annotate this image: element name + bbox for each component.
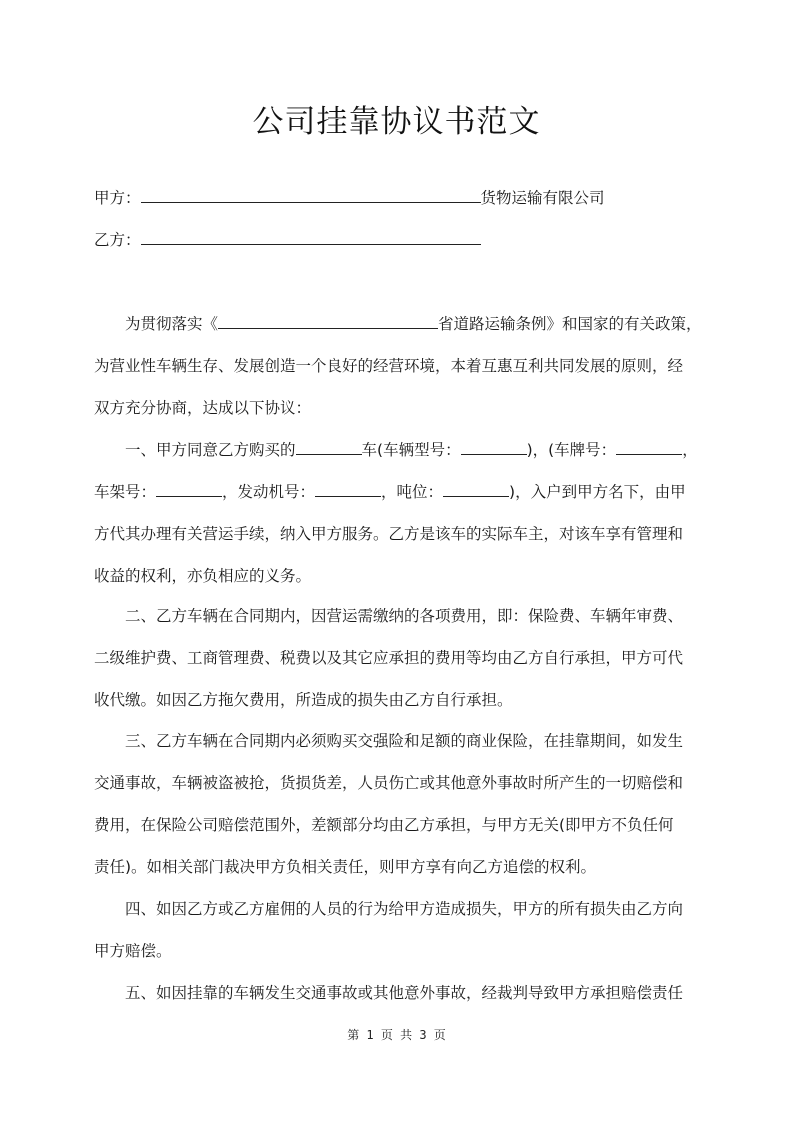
party-b-blank [141, 230, 481, 245]
clause-text: 一、甲方同意乙方购买的 [125, 441, 296, 459]
plate-blank [616, 440, 682, 455]
clause-3-line-2: 交通事故，车辆被盗被抢，货损货差，人员伤亡或其他意外事故时所产生的一切赔偿和 [94, 774, 684, 792]
clause-text: ， [682, 441, 698, 459]
clause-4-line-2: 甲方赔偿。 [94, 942, 172, 960]
tonnage-blank [443, 482, 509, 497]
model-blank [461, 440, 527, 455]
clause-text: )，(车牌号： [526, 441, 617, 459]
clause-text: 车(车辆型号： [361, 441, 461, 459]
clause-3-line-3: 费用，在保险公司赔偿范围外，差额部分均由乙方承担，与甲方无关(即甲方不负任何 [94, 816, 674, 834]
clause-1-line-1 [125, 440, 698, 460]
clause-text: 车架号： [94, 483, 157, 501]
clause-text: )，入户到甲方名下，由甲 [509, 483, 686, 501]
clause-text: ，吨位： [381, 483, 444, 501]
engine-number-blank [315, 482, 381, 497]
vehicle-blank [296, 440, 362, 455]
document-title: 公司挂靠协议书范文 [252, 104, 541, 140]
page-footer: 第 1 页 共 3 页 [347, 1028, 446, 1042]
preamble-line-3: 双方充分协商，达成以下协议： [94, 399, 312, 417]
clause-5-line-1: 五、如因挂靠的车辆发生交通事故或其他意外事故，经裁判导致甲方承担赔偿责任 [125, 984, 684, 1002]
preamble-prefix: 为贯彻落实《 [125, 315, 219, 333]
clause-text: ，发动机号： [222, 483, 316, 501]
preamble-line-1 [125, 314, 702, 334]
preamble-suffix: 省道路运输条例》和国家的有关政策， [438, 315, 702, 333]
clause-1-line-2 [94, 482, 686, 502]
party-b-line [94, 230, 481, 250]
preamble-line-2: 为营业性车辆生存、发展创造一个良好的经营环境，本着互惠互利共同发展的原则，经 [94, 357, 684, 375]
province-blank [218, 314, 438, 329]
clause-1-line-4: 收益的权利，亦负相应的义务。 [94, 567, 312, 585]
clause-2-line-1: 二、乙方车辆在合同期内，因营运需缴纳的各项费用，即：保险费、车辆年审费、 [125, 607, 684, 625]
clause-2-line-3: 收代缴。如因乙方拖欠费用，所造成的损失由乙方自行承担。 [94, 691, 513, 709]
party-b-label: 乙方： [94, 231, 141, 249]
clause-1-line-3: 方代其办理有关营运手续，纳入甲方服务。乙方是该车的实际车主，对该车享有管理和 [94, 525, 684, 543]
party-a-suffix: 货物运输有限公司 [480, 189, 605, 207]
party-a-line [94, 188, 605, 208]
frame-number-blank [156, 482, 222, 497]
party-a-blank [141, 188, 481, 203]
clause-3-line-4: 责任)。如相关部门裁决甲方负相关责任，则甲方享有向乙方追偿的权利。 [94, 858, 597, 876]
clause-3-line-1: 三、乙方车辆在合同期内必须购买交强险和足额的商业保险，在挂靠期间，如发生 [125, 732, 684, 750]
party-a-label: 甲方： [94, 189, 141, 207]
clause-4-line-1: 四、如因乙方或乙方雇佣的人员的行为给甲方造成损失，甲方的所有损失由乙方向 [125, 900, 684, 918]
clause-2-line-2: 二级维护费、工商管理费、税费以及其它应承担的费用等均由乙方自行承担，甲方可代 [94, 649, 684, 667]
